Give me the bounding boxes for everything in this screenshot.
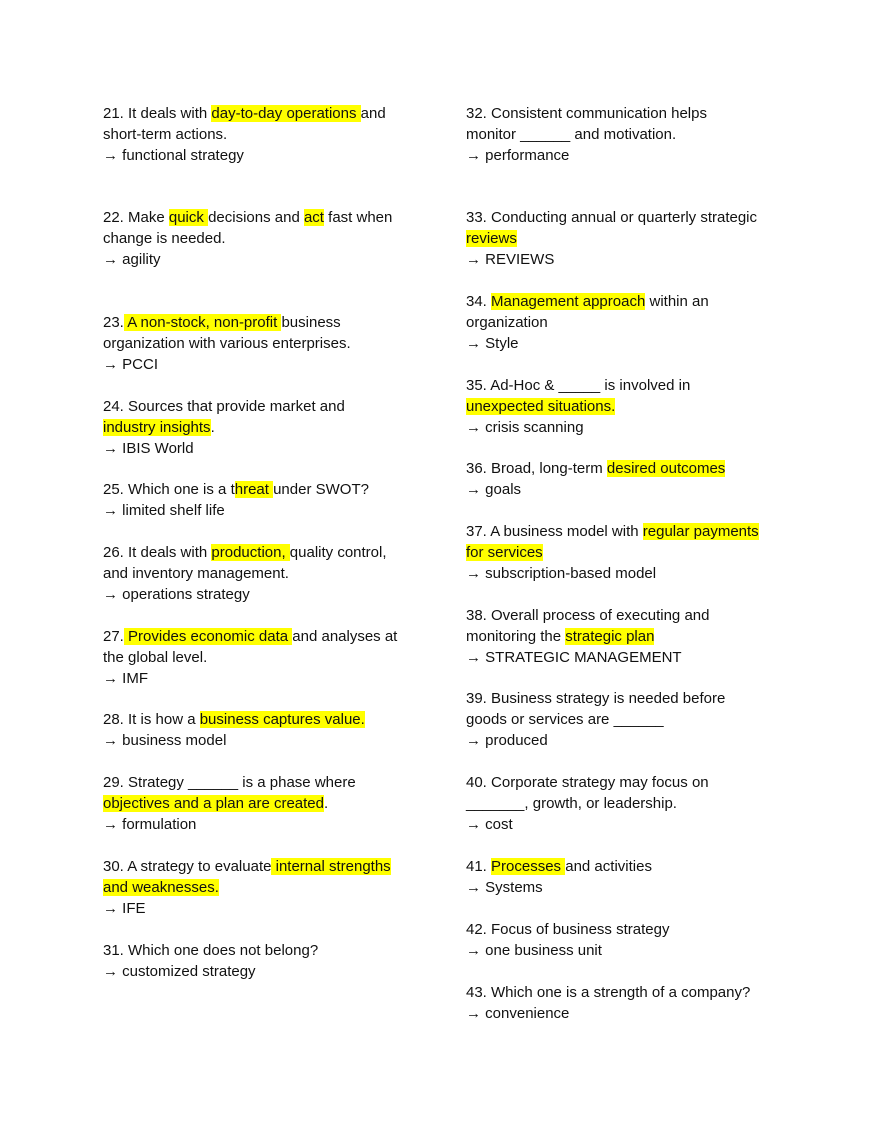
answer-text: produced bbox=[485, 732, 548, 749]
arrow-icon: → bbox=[103, 440, 118, 457]
question-item bbox=[466, 458, 725, 500]
question-text: 24. Sources that provide market and bbox=[103, 398, 345, 415]
answer-text: limited shelf life bbox=[122, 502, 225, 519]
answer-text: customized strategy bbox=[122, 963, 256, 980]
arrow-icon: → bbox=[466, 565, 481, 582]
question-line bbox=[103, 417, 345, 438]
highlighted-text: unexpected situations. bbox=[466, 398, 616, 415]
question-item bbox=[103, 772, 356, 835]
question-line bbox=[466, 207, 757, 228]
question-text: 29. Strategy ______ is a phase where bbox=[103, 774, 356, 791]
question-text: goods or services are ______ bbox=[466, 711, 664, 728]
answer-text: formulation bbox=[122, 816, 197, 833]
answer-line bbox=[103, 438, 345, 459]
question-line bbox=[103, 772, 356, 793]
question-line bbox=[103, 877, 391, 898]
answer-line bbox=[466, 479, 725, 500]
question-text: and activities bbox=[565, 858, 652, 875]
highlighted-text: quick bbox=[168, 209, 209, 226]
question-text: monitor ______ and motivation. bbox=[466, 126, 677, 143]
question-item bbox=[103, 103, 386, 166]
arrow-icon: → bbox=[466, 147, 481, 164]
answer-line bbox=[466, 1003, 750, 1024]
question-item bbox=[103, 396, 345, 459]
arrow-icon: → bbox=[466, 419, 481, 436]
question-item bbox=[466, 772, 709, 835]
question-text: and inventory management. bbox=[103, 565, 289, 582]
highlighted-text: for services bbox=[466, 544, 543, 561]
answer-text: business model bbox=[122, 732, 227, 749]
arrow-icon: → bbox=[466, 816, 481, 833]
highlighted-text: day-to-day operations bbox=[211, 105, 361, 122]
question-text: 38. Overall process of executing and bbox=[466, 607, 710, 624]
highlighted-text: Provides economic data bbox=[123, 628, 293, 645]
question-line bbox=[466, 542, 759, 563]
answer-text: convenience bbox=[485, 1005, 570, 1022]
question-text: 33. Conducting annual or quarterly strategic bbox=[466, 209, 758, 226]
arrow-icon: → bbox=[103, 963, 118, 980]
question-line bbox=[103, 563, 387, 584]
question-line bbox=[466, 919, 669, 940]
arrow-icon: → bbox=[466, 1005, 481, 1022]
question-text: 21. It deals with bbox=[103, 105, 212, 122]
answer-line bbox=[103, 898, 391, 919]
question-line bbox=[466, 626, 709, 647]
answer-text: agility bbox=[122, 251, 161, 268]
highlighted-text: objectives and a plan are created bbox=[103, 795, 324, 812]
question-line bbox=[103, 207, 392, 228]
highlighted-text: strategic plan bbox=[565, 628, 655, 645]
question-text: . bbox=[210, 419, 215, 436]
question-text: 30. A strategy to evaluate bbox=[103, 858, 272, 875]
highlighted-text: production, bbox=[211, 544, 290, 561]
question-text: 42. Focus of business strategy bbox=[466, 921, 670, 938]
answer-text: goals bbox=[485, 481, 522, 498]
question-line bbox=[103, 333, 351, 354]
question-line bbox=[466, 291, 709, 312]
question-line bbox=[103, 479, 369, 500]
highlighted-text: and weaknesses. bbox=[103, 879, 219, 896]
arrow-icon: → bbox=[466, 732, 481, 749]
question-item bbox=[103, 709, 365, 751]
question-item bbox=[103, 856, 391, 919]
question-line bbox=[103, 396, 345, 417]
answer-line bbox=[466, 730, 725, 751]
question-text: and analyses at bbox=[292, 628, 398, 645]
question-text: 32. Consistent communication helps bbox=[466, 105, 707, 122]
question-line bbox=[103, 542, 387, 563]
arrow-icon: → bbox=[103, 900, 118, 917]
answer-text: IBIS World bbox=[122, 440, 194, 457]
question-line bbox=[466, 103, 707, 124]
question-text: 39. Business strategy is needed before bbox=[466, 690, 726, 707]
highlighted-text: desired outcomes bbox=[606, 460, 726, 477]
question-text: within an bbox=[645, 293, 709, 310]
question-text: _______, growth, or leadership. bbox=[466, 795, 677, 812]
question-item bbox=[103, 940, 318, 982]
question-item bbox=[103, 207, 392, 270]
question-text: fast when bbox=[323, 209, 393, 226]
question-line bbox=[103, 103, 386, 124]
arrow-icon: → bbox=[466, 251, 481, 268]
answer-line bbox=[103, 500, 369, 521]
arrow-icon: → bbox=[466, 879, 481, 896]
answer-line bbox=[103, 249, 392, 270]
answer-text: REVIEWS bbox=[485, 251, 555, 268]
arrow-icon: → bbox=[103, 816, 118, 833]
arrow-icon: → bbox=[103, 502, 118, 519]
question-line bbox=[466, 856, 652, 877]
answer-line bbox=[466, 647, 709, 668]
question-text: 31. Which one does not belong? bbox=[103, 942, 319, 959]
question-item bbox=[466, 207, 757, 270]
question-line bbox=[466, 521, 759, 542]
arrow-icon: → bbox=[103, 251, 118, 268]
question-item bbox=[103, 479, 369, 521]
question-line bbox=[466, 688, 725, 709]
answer-text: subscription-based model bbox=[485, 565, 657, 582]
question-text: 37. A business model with bbox=[466, 523, 643, 540]
arrow-icon: → bbox=[466, 942, 481, 959]
answer-line bbox=[103, 354, 351, 375]
question-item bbox=[466, 688, 725, 751]
highlighted-text: industry insights bbox=[103, 419, 211, 436]
question-line bbox=[103, 312, 351, 333]
question-line bbox=[466, 228, 757, 249]
question-text: quality control, bbox=[289, 544, 387, 561]
question-text: and bbox=[360, 105, 386, 122]
answer-line bbox=[466, 417, 690, 438]
highlighted-text: reviews bbox=[466, 230, 517, 247]
question-line bbox=[466, 709, 725, 730]
question-text: organization bbox=[466, 314, 548, 331]
highlighted-text: Processes bbox=[491, 858, 566, 875]
question-item bbox=[466, 521, 759, 584]
arrow-icon: → bbox=[103, 732, 118, 749]
answer-line bbox=[466, 814, 709, 835]
question-line bbox=[466, 605, 709, 626]
question-item bbox=[466, 856, 652, 898]
answer-text: cost bbox=[485, 816, 513, 833]
question-text: short-term actions. bbox=[103, 126, 228, 143]
question-line bbox=[466, 458, 725, 479]
question-text: change is needed. bbox=[103, 230, 226, 247]
question-text: 26. It deals with bbox=[103, 544, 212, 561]
arrow-icon: → bbox=[466, 649, 481, 666]
answer-line bbox=[466, 940, 669, 961]
arrow-icon: → bbox=[103, 356, 118, 373]
question-line bbox=[103, 647, 397, 668]
question-line bbox=[103, 626, 397, 647]
question-line bbox=[103, 709, 365, 730]
question-text: 40. Corporate strategy may focus on bbox=[466, 774, 709, 791]
question-line bbox=[466, 793, 709, 814]
question-item bbox=[103, 542, 387, 605]
answer-line bbox=[466, 333, 709, 354]
question-item bbox=[103, 626, 397, 689]
question-text: 35. Ad-Hoc & _____ is involved in bbox=[466, 377, 691, 394]
answer-line bbox=[103, 961, 318, 982]
highlighted-text: internal strengths bbox=[271, 858, 391, 875]
answer-text: IMF bbox=[122, 670, 148, 687]
question-line bbox=[466, 312, 709, 333]
question-line bbox=[103, 124, 386, 145]
question-item bbox=[466, 982, 750, 1024]
answer-text: PCCI bbox=[122, 356, 159, 373]
question-text: 25. Which one is a t bbox=[103, 481, 235, 498]
answer-line bbox=[466, 563, 759, 584]
question-line bbox=[103, 793, 356, 814]
question-line bbox=[103, 228, 392, 249]
question-item bbox=[466, 605, 709, 668]
answer-line bbox=[103, 730, 365, 751]
question-text: 28. It is how a bbox=[103, 711, 200, 728]
arrow-icon: → bbox=[103, 147, 118, 164]
question-line bbox=[466, 396, 690, 417]
question-text: . bbox=[323, 795, 329, 812]
question-item bbox=[466, 103, 707, 166]
answer-line bbox=[466, 145, 707, 166]
answer-text: Style bbox=[485, 335, 519, 352]
question-text: 36. Broad, long-term bbox=[466, 460, 607, 477]
question-text: under SWOT? bbox=[273, 481, 369, 498]
highlighted-text: regular payments bbox=[642, 523, 759, 540]
question-line bbox=[466, 982, 750, 1003]
highlighted-text: Management approach bbox=[491, 293, 646, 310]
question-text: 43. Which one is a strength of a company? bbox=[466, 984, 751, 1001]
answer-line bbox=[103, 145, 386, 166]
answer-text: IFE bbox=[122, 900, 146, 917]
answer-line bbox=[103, 668, 397, 689]
question-text: business bbox=[281, 314, 341, 331]
question-line bbox=[466, 375, 690, 396]
question-text: 34. bbox=[466, 293, 492, 310]
answer-text: operations strategy bbox=[122, 586, 250, 603]
question-text: decisions and bbox=[208, 209, 304, 226]
question-text: 23. bbox=[103, 314, 124, 331]
answer-text: STRATEGIC MANAGEMENT bbox=[485, 649, 682, 666]
question-line bbox=[103, 856, 391, 877]
answer-text: functional strategy bbox=[122, 147, 244, 164]
answer-line bbox=[466, 877, 652, 898]
question-text: the global level. bbox=[103, 649, 208, 666]
highlighted-text: A non-stock, non-profit bbox=[123, 314, 282, 331]
question-item bbox=[103, 312, 351, 375]
question-text: 22. Make bbox=[103, 209, 169, 226]
question-item bbox=[466, 375, 690, 438]
question-line bbox=[103, 940, 318, 961]
question-item bbox=[466, 291, 709, 354]
answer-text: performance bbox=[485, 147, 570, 164]
answer-text: crisis scanning bbox=[485, 419, 584, 436]
highlighted-text: hreat bbox=[234, 481, 274, 498]
question-line bbox=[466, 124, 707, 145]
arrow-icon: → bbox=[103, 586, 118, 603]
answer-line bbox=[103, 584, 387, 605]
answer-line bbox=[466, 249, 757, 270]
arrow-icon: → bbox=[103, 670, 118, 687]
question-text: 41. bbox=[466, 858, 492, 875]
highlighted-text: act bbox=[303, 209, 324, 226]
question-text: 27. bbox=[103, 628, 124, 645]
answer-text: Systems bbox=[485, 879, 543, 896]
arrow-icon: → bbox=[466, 481, 481, 498]
arrow-icon: → bbox=[466, 335, 481, 352]
question-line bbox=[466, 772, 709, 793]
answer-line bbox=[103, 814, 356, 835]
question-text: organization with various enterprises. bbox=[103, 335, 351, 352]
question-text: monitoring the bbox=[466, 628, 566, 645]
highlighted-text: business captures value. bbox=[199, 711, 365, 728]
question-item bbox=[466, 919, 669, 961]
answer-text: one business unit bbox=[485, 942, 602, 959]
